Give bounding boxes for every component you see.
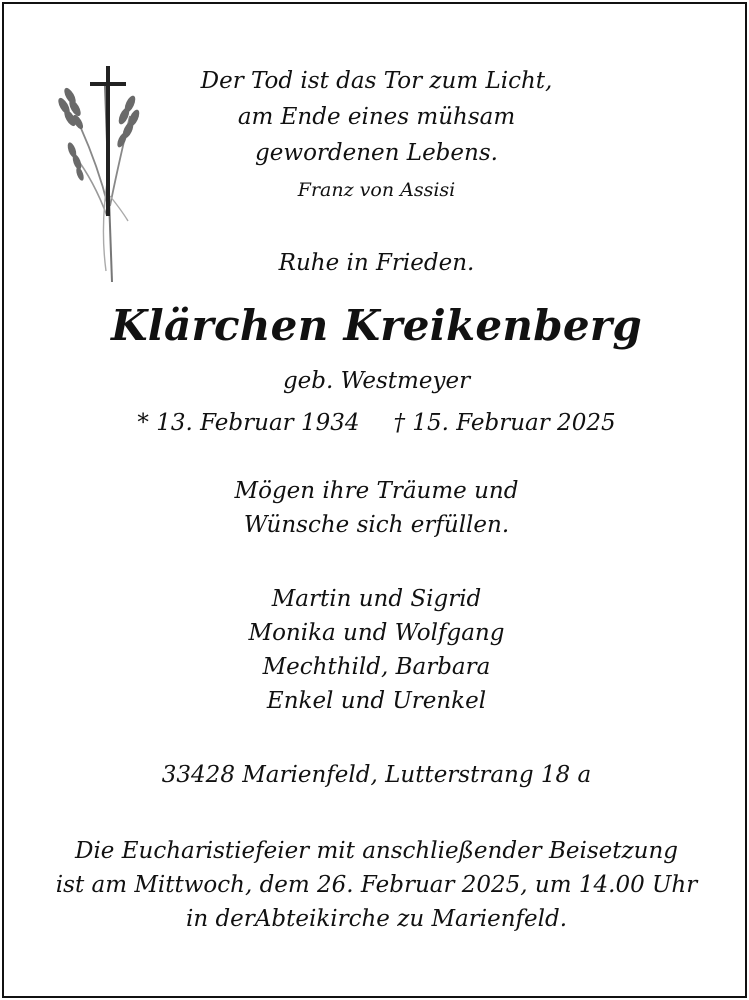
address: 33428 Marienfeld, Lutterstrang 18 a [161, 762, 592, 788]
birth-date: * 13. Februar 1934 [137, 410, 360, 436]
mourner-line-4: Enkel und Urenkel [266, 688, 487, 714]
service-line-2: ist am Mittwoch, dem 26. Februar 2025, um 14.00 Uhr [55, 872, 698, 898]
wish-line-2: Wünsche sich erfüllen. [243, 512, 510, 538]
mourner-line-1: Martin und Sigrid [271, 586, 482, 612]
quote-line-3: gewordenen Lebens. [255, 140, 498, 166]
obituary-frame [2, 2, 747, 998]
mourner-line-2: Monika und Wolfgang [248, 620, 505, 646]
wish-line-1: Mögen ihre Träume und [234, 478, 519, 504]
death-date: † 15. Februar 2025 [393, 410, 616, 436]
quote-line-2: am Ende eines mühsam [237, 104, 516, 130]
quote-line-1: Der Tod ist das Tor zum Licht, [200, 68, 553, 94]
service-line-3: in derAbteikirche zu Marienfeld. [185, 906, 568, 932]
life-dates [4, 406, 749, 440]
service-line-1: Die Eucharistiefeier mit anschließender Beisetzung [75, 838, 678, 864]
quote-author: Franz von Assisi [297, 179, 456, 201]
rest-in-peace: Ruhe in Frieden. [278, 250, 475, 276]
birth-name: geb. Westmeyer [282, 368, 471, 394]
deceased-name: Klärchen Kreikenberg [110, 301, 643, 350]
mourner-line-3: Mechthild, Barbara [262, 654, 491, 680]
